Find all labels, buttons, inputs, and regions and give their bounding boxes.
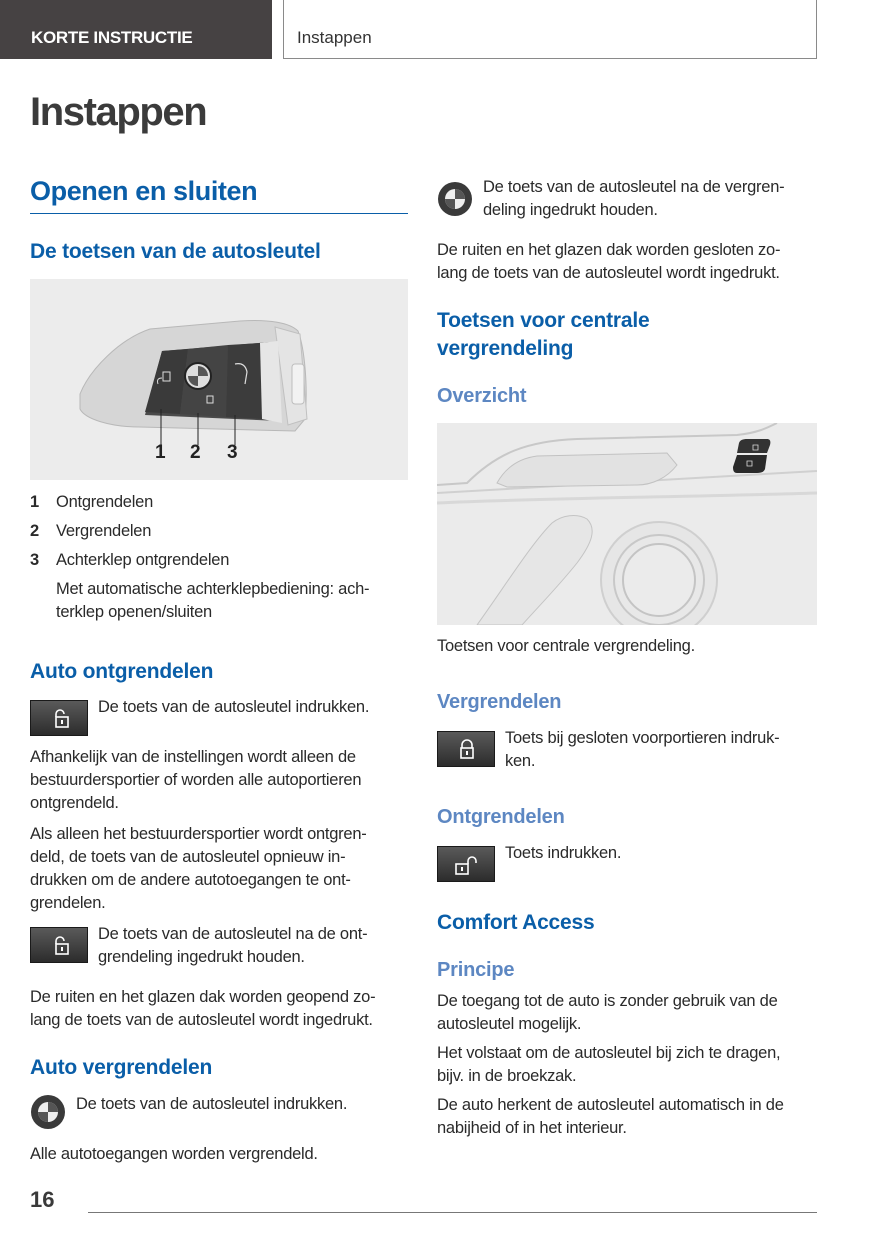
- heading-principle: Principe: [437, 959, 515, 981]
- lock-instruction: Toets bij gesloten voorportieren indruk- ken.: [505, 729, 780, 770]
- section-tab: [0, 0, 272, 59]
- key-fob-illustration: [30, 279, 408, 480]
- list-text: Ontgrendelen: [56, 493, 153, 511]
- list-number: 2: [30, 522, 39, 540]
- callout-3: 3: [227, 442, 238, 463]
- paragraph: De toegang tot de auto is zonder gebruik van de autosleutel mogelijk.: [437, 992, 778, 1033]
- list-number: 1: [30, 493, 39, 511]
- paragraph: Het volstaat om de autosleutel bij zich te dragen, bijv. in de broekzak.: [437, 1044, 781, 1085]
- list-text: Achterklep ontgrendelen: [56, 551, 230, 569]
- heading-unlock-car: Auto ontgrendelen: [30, 660, 214, 683]
- lock-hold-instruction: De toets van de autosleutel na de vergren- deling ingedrukt houden.: [483, 178, 785, 219]
- heading-lock: Vergrendelen: [437, 691, 562, 713]
- paragraph: Als alleen het bestuurdersportier wordt ontgren- deld, de toets van de autosleutel opnieuw in- drukken om de andere autotoegangen te ont- grendelen.: [30, 825, 367, 912]
- heading-key-buttons: De toetsen van de autosleutel: [30, 240, 321, 263]
- list-item: [30, 549, 408, 572]
- paragraph: De ruiten en het glazen dak worden gesloten zo- lang de toets van de autosleutel wordt ingedrukt.: [437, 241, 781, 282]
- paragraph: De auto herkent de autosleutel automatisch in de nabijheid of in het interieur.: [437, 1096, 784, 1137]
- list-item: [30, 491, 408, 514]
- chapter-tab: [283, 0, 817, 59]
- section-tab-label: KORTE INSTRUCTIE: [31, 28, 193, 47]
- heading-comfort-access: Comfort Access: [437, 911, 595, 934]
- list-note: Met automatische achterklepbediening: ach- terklep openen/sluiten: [56, 580, 370, 621]
- heading-rule: [30, 213, 408, 214]
- page-number: 16: [30, 1187, 55, 1212]
- list-number: 3: [30, 551, 39, 569]
- list-text: Vergrendelen: [56, 522, 152, 540]
- footer-rule: [88, 1212, 817, 1213]
- section-heading-open-close: Openen en sluiten: [30, 176, 258, 206]
- callout-2: 2: [190, 442, 201, 463]
- callout-1: 1: [155, 442, 166, 463]
- unlock-button-icon: [30, 927, 88, 963]
- unlock-button-icon: [437, 846, 495, 882]
- paragraph: De ruiten en het glazen dak worden geopend zo- lang de toets van de autosleutel wordt ingedrukt.: [30, 988, 376, 1029]
- paragraph: Afhankelijk van de instellingen wordt alleen de bestuurdersportier of worden alle autoportieren ontgrendeld.: [30, 748, 362, 812]
- door-panel-illustration: [437, 423, 817, 625]
- lock-button-icon: [437, 731, 495, 767]
- heading-central-locking: Toetsen voor centrale vergrendeling: [437, 309, 650, 360]
- key-fob-figure: [30, 279, 408, 480]
- paragraph: Alle autotoegangen worden vergrendeld.: [30, 1145, 318, 1163]
- unlock-button-icon: [30, 700, 88, 736]
- figure-caption: Toetsen voor centrale vergrendeling.: [437, 637, 695, 655]
- unlock-hold-instruction: De toets van de autosleutel na de ont- grendeling ingedrukt houden.: [98, 925, 368, 966]
- door-panel-figure: [437, 423, 817, 625]
- chapter-tab-label: Instappen: [297, 28, 372, 47]
- unlock-instruction: Toets indrukken.: [505, 844, 622, 862]
- heading-unlock: Ontgrendelen: [437, 806, 565, 828]
- heading-lock-car: Auto vergrendelen: [30, 1056, 213, 1079]
- bmw-logo-icon: [30, 1094, 66, 1130]
- list-item: [30, 520, 408, 543]
- lock-instruction: De toets van de autosleutel indrukken.: [76, 1095, 348, 1113]
- bmw-logo-icon: [437, 181, 473, 217]
- page-title: Instappen: [30, 90, 207, 134]
- unlock-instruction: De toets van de autosleutel indrukken.: [98, 698, 370, 716]
- heading-overview: Overzicht: [437, 385, 527, 407]
